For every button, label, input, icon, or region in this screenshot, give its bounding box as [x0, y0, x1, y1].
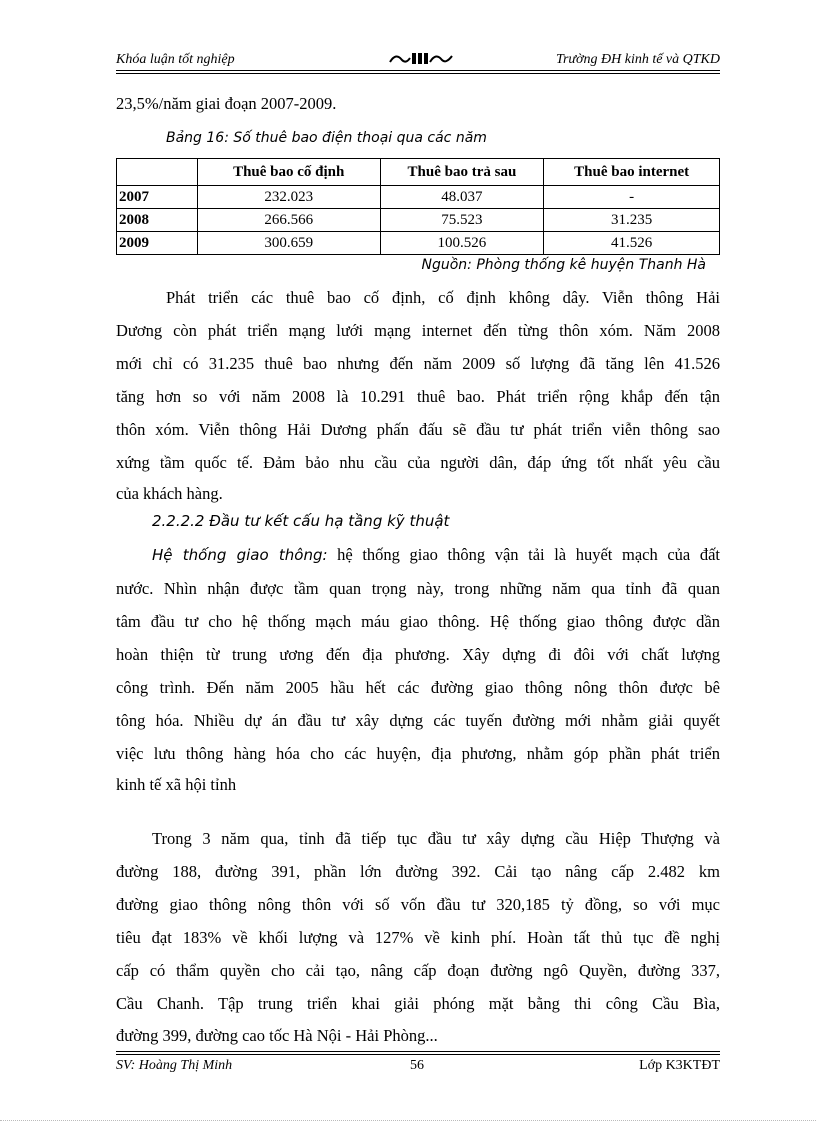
table-cell-year: 2009: [117, 232, 198, 255]
paragraph-line: tâm đầu tư cho hệ thống mạch máu giao thông. Hệ thống giao thông được dần: [116, 612, 720, 631]
paragraph-lead-term: Hệ thống giao thông:: [152, 546, 328, 564]
footer-rule-thin: [116, 1051, 720, 1052]
paragraph-line: tăng hơn so với năm 2008 là 10.291 thuê bao. Phát triển rộng khắp đến tận: [116, 387, 720, 406]
paragraph-line: [152, 545, 720, 565]
table-header-cell: Thuê bao cố định: [197, 159, 380, 186]
table-header-cell: [117, 159, 198, 186]
table-cell: 31.235: [544, 209, 720, 232]
header-rule: [116, 70, 720, 71]
paragraph-line: của khách hàng.: [116, 484, 223, 503]
footer-rule: [116, 1054, 720, 1055]
table-header-row: [117, 159, 720, 186]
page-number: 56: [410, 1058, 424, 1073]
paragraph-line: kinh tế xã hội tỉnh: [116, 775, 237, 794]
table-row: [117, 232, 720, 255]
paragraph-line: thôn xóm. Viễn thông Hải Dương phấn đấu sẽ đầu tư phát triển viễn thông sao: [116, 420, 720, 439]
paragraph-line: Trong 3 năm qua, tỉnh đã tiếp tục đầu tư xây dựng cầu Hiệp Thượng và: [152, 829, 720, 848]
footer-author: SV: Hoàng Thị Minh: [116, 1058, 233, 1073]
paragraph-text: hệ thống giao thông vận tải là huyết mạch của đất: [327, 545, 720, 564]
paragraph-line: việc lưu thông hàng hóa cho các huyện, địa phương, nhằm góp phần phát triển: [116, 744, 720, 763]
table-cell: 300.659: [197, 232, 380, 255]
table-row: [117, 209, 720, 232]
footer-class: Lớp K3KTĐT: [639, 1058, 720, 1073]
table-cell: -: [544, 186, 720, 209]
paragraph-line: tiêu đạt 183% về khối lượng và 127% về kinh phí. Hoàn tất thủ tục đề nghị: [116, 928, 720, 947]
table-caption: Bảng 16: Số thuê bao điện thoại qua các năm: [166, 130, 487, 146]
table-cell: 100.526: [380, 232, 544, 255]
paragraph-line: đường 399, đường cao tốc Hà Nội - Hải Phòng...: [116, 1026, 438, 1045]
header-left-text: Khóa luận tốt nghiệp: [116, 52, 235, 67]
page-header: [116, 50, 720, 70]
table-source: Nguồn: Phòng thống kê huyện Thanh Hà: [421, 257, 706, 273]
paragraph-line: cấp có thẩm quyền cho cải tạo, nâng cấp đoạn đường ngô Quyền, đường 337,: [116, 961, 720, 980]
table-cell: 75.523: [380, 209, 544, 232]
table-cell-year: 2008: [117, 209, 198, 232]
table-header-cell: Thuê bao internet: [544, 159, 720, 186]
page-bottom-divider: [0, 1120, 816, 1121]
paragraph-line: xứng tầm quốc tế. Đảm bảo nhu cầu của người dân, đáp ứng tốt nhất yêu cầu: [116, 453, 720, 472]
table-row: [117, 186, 720, 209]
paragraph-line: Cầu Chanh. Tập trung triển khai giải phóng mặt bằng thi công Cầu Bìa,: [116, 994, 720, 1013]
paragraph-line: đường 188, đường 391, phần lớn đường 392. Cải tạo nâng cấp 2.482 km: [116, 862, 720, 881]
paragraph-line: công trình. Đến năm 2005 hầu hết các đường giao thông nông thôn được bê: [116, 678, 720, 697]
section-subheading: 2.2.2.2 Đầu tư kết cấu hạ tầng kỹ thuật: [152, 512, 450, 530]
paragraph-line: Phát triển các thuê bao cố định, cố định không dây. Viễn thông Hải: [166, 288, 720, 307]
header-ornament-icon: [386, 50, 456, 68]
header-right-text: Trường ĐH kinh tế và QTKD: [555, 52, 720, 67]
paragraph-line: tông hóa. Nhiều dự án đầu tư xây dựng các tuyến đường mới nhằm giải quyết: [116, 711, 720, 730]
subscriber-table: [116, 158, 720, 255]
header-rule-thin: [116, 73, 720, 74]
paragraph-line: đường giao thông nông thôn với số vốn đầu tư 320,185 tỷ đồng, so với mục: [116, 895, 720, 914]
intro-line: 23,5%/năm giai đoạn 2007-2009.: [116, 94, 337, 113]
table-cell: 266.566: [197, 209, 380, 232]
paragraph-line: nước. Nhìn nhận được tầm quan trọng này, trong những năm qua tỉnh đã quan: [116, 579, 720, 598]
table-cell-year: 2007: [117, 186, 198, 209]
table-header-cell: Thuê bao trả sau: [380, 159, 544, 186]
paragraph-line: Dương còn phát triển mạng lưới mạng internet đến từng thôn xóm. Năm 2008: [116, 321, 720, 340]
table-cell: 232.023: [197, 186, 380, 209]
table-cell: 48.037: [380, 186, 544, 209]
paragraph-line: hoàn thiện từ trung ương đến địa phương. Xây dựng đi đôi với chất lượng: [116, 645, 720, 664]
paragraph-line: mới chỉ có 31.235 thuê bao nhưng đến năm 2009 số lượng đã tăng lên 41.526: [116, 354, 720, 373]
table-cell: 41.526: [544, 232, 720, 255]
